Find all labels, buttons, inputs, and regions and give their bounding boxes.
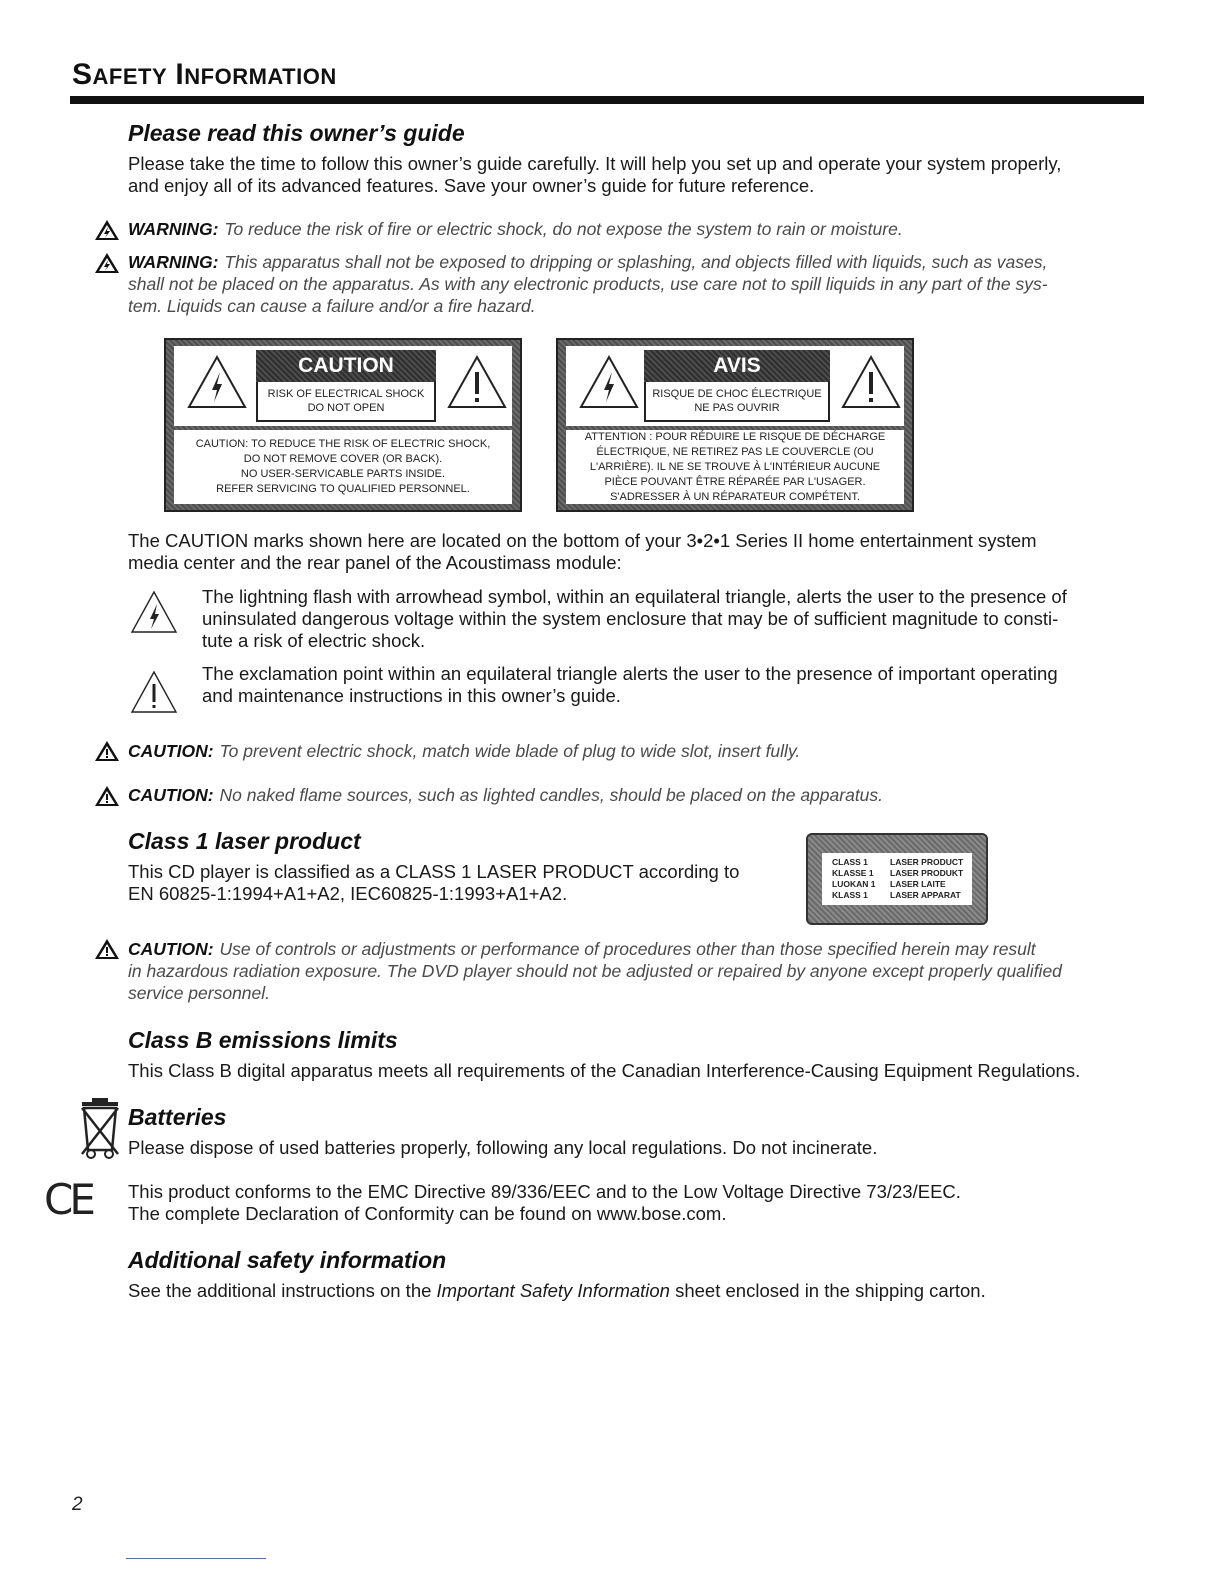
lightning-triangle-icon <box>130 590 178 634</box>
class-b-heading: Class B emissions limits <box>128 1027 398 1053</box>
footer-line <box>126 1558 266 1559</box>
caution-icon <box>94 785 120 807</box>
page-number: 2 <box>72 1494 83 1515</box>
caution-icon <box>94 740 120 762</box>
warning-icon <box>94 219 120 241</box>
class-b-text: This Class B digital apparatus meets all requirements of the Canadian Interference-Causing Equipment Regulations. <box>128 1060 1081 1081</box>
laser-caution: CAUTION: Use of controls or adjustments or performance of procedures other than those specified herein may result in hazardous radiation exposure. The DVD player should not be adjusted or repaired by anyone except properly qualified service personnel. <box>128 939 1062 1003</box>
batteries-text: Please dispose of used batteries properly, following any local regulations. Do not incinerate. <box>128 1137 878 1158</box>
owners-guide-heading: Please read this owner’s guide <box>128 120 465 146</box>
laser-label-row: CLASS 1 LASER PRODUCT <box>832 857 964 867</box>
avis-box: RISQUE DE CHOC ÉLECTRIQUE NE PAS OUVRIR <box>644 382 830 422</box>
warning-2: WARNING: This apparatus shall not be exposed to dripping or splashing, and objects filled with liquids, such as vases, shall not be placed on the apparatus. As with any electronic products, use care not to spill liquids in any part of the sys- tem. Liquids can cause a failure and/or a fire hazard. <box>128 252 1048 316</box>
exclamation-triangle-icon <box>840 354 902 410</box>
page-title: SAFETY INFORMATION <box>72 58 337 91</box>
lightning-triangle-icon <box>186 354 248 410</box>
owners-guide-text: Please take the time to follow this owner’s guide carefully. It will help you set up and operate your system properly, and enjoy all of its advanced features. Save your owner’s guide for future reference. <box>128 153 1062 196</box>
caution-text-block: CAUTION: TO REDUCE THE RISK OF ELECTRIC SHOCK, DO NOT REMOVE COVER (OR BACK). NO USER-SERVICABLE PARTS INSIDE. REFER SERVICING TO QUALIFIED PERSONNEL. <box>174 430 512 504</box>
exclamation-symbol-text: The exclamation point within an equilateral triangle alerts the user to the presence of important operating and maintenance instructions in this owner’s guide. <box>202 663 1058 706</box>
crossed-bin-icon <box>78 1098 122 1164</box>
lightning-symbol-text: The lightning flash with arrowhead symbol, within an equilateral triangle, alerts the user to the presence of uninsulated dangerous voltage within the system enclosure that may be of sufficient magnitude to consti- tute a risk of electric shock. <box>202 586 1067 651</box>
warning-1: WARNING: To reduce the risk of fire or electric shock, do not expose the system to rain or moisture. <box>128 219 903 239</box>
laser-heading: Class 1 laser product <box>128 828 361 854</box>
exclamation-triangle-icon <box>446 354 508 410</box>
laser-text: This CD player is classified as a CLASS 1 LASER PRODUCT according to EN 60825-1:1994+A1+A2, IEC60825-1:1993+A1+A2. <box>128 861 740 904</box>
caution-box: RISK OF ELECTRICAL SHOCK DO NOT OPEN <box>256 382 436 422</box>
title-rule <box>70 96 1144 104</box>
avis-text-block: ATTENTION : POUR RÉDUIRE LE RISQUE DE DÉCHARGE ÉLECTRIQUE, NE RETIREZ PAS LE COUVERCLE (OU L'ARRIÈRE). IL NE SE TROUVE À L'INTÉRIEUR AUCUNE PIÈCE POUVANT ÊTRE RÉPARÉE PAR L'USAGER. S'ADRESSER À UN RÉPARATEUR COMPÉTENT. <box>566 430 904 504</box>
caution-label-panel <box>164 338 522 512</box>
warning-icon <box>94 252 120 274</box>
exclamation-triangle-icon <box>130 670 178 714</box>
laser-label-row: LUOKAN 1 LASER LAITE <box>832 879 946 889</box>
laser-label-row: KLASSE 1 LASER PRODUKT <box>832 868 964 878</box>
caution-1: CAUTION: To prevent electric shock, match wide blade of plug to wide slot, insert fully. <box>128 741 801 761</box>
batteries-heading: Batteries <box>128 1104 227 1130</box>
lightning-triangle-icon <box>578 354 640 410</box>
conformity-text: This product conforms to the EMC Directive 89/336/EEC and to the Low Voltage Directive 73/23/EEC. The complete Declaration of Conformity can be found on www.bose.com. <box>128 1181 961 1224</box>
laser-label-row: KLASS 1 LASER APPARAT <box>832 890 961 900</box>
laser-product-label <box>806 833 988 925</box>
caution-2: CAUTION: No naked flame sources, such as lighted candles, should be placed on the apparatus. <box>128 785 884 805</box>
caution-marks-text: The CAUTION marks shown here are located on the bottom of your 3•2•1 Series II home entertainment system media center and the rear panel of the Acoustimass module: <box>128 530 1037 573</box>
caution-icon <box>94 938 120 960</box>
additional-safety-heading: Additional safety information <box>128 1247 447 1273</box>
avis-banner: AVIS <box>644 350 830 382</box>
caution-banner: CAUTION <box>256 350 436 382</box>
avis-label-panel <box>556 338 914 512</box>
ce-mark: CE <box>44 1175 92 1224</box>
additional-safety-text: See the additional instructions on the Important Safety Information sheet enclosed in the shipping carton. <box>128 1280 986 1301</box>
